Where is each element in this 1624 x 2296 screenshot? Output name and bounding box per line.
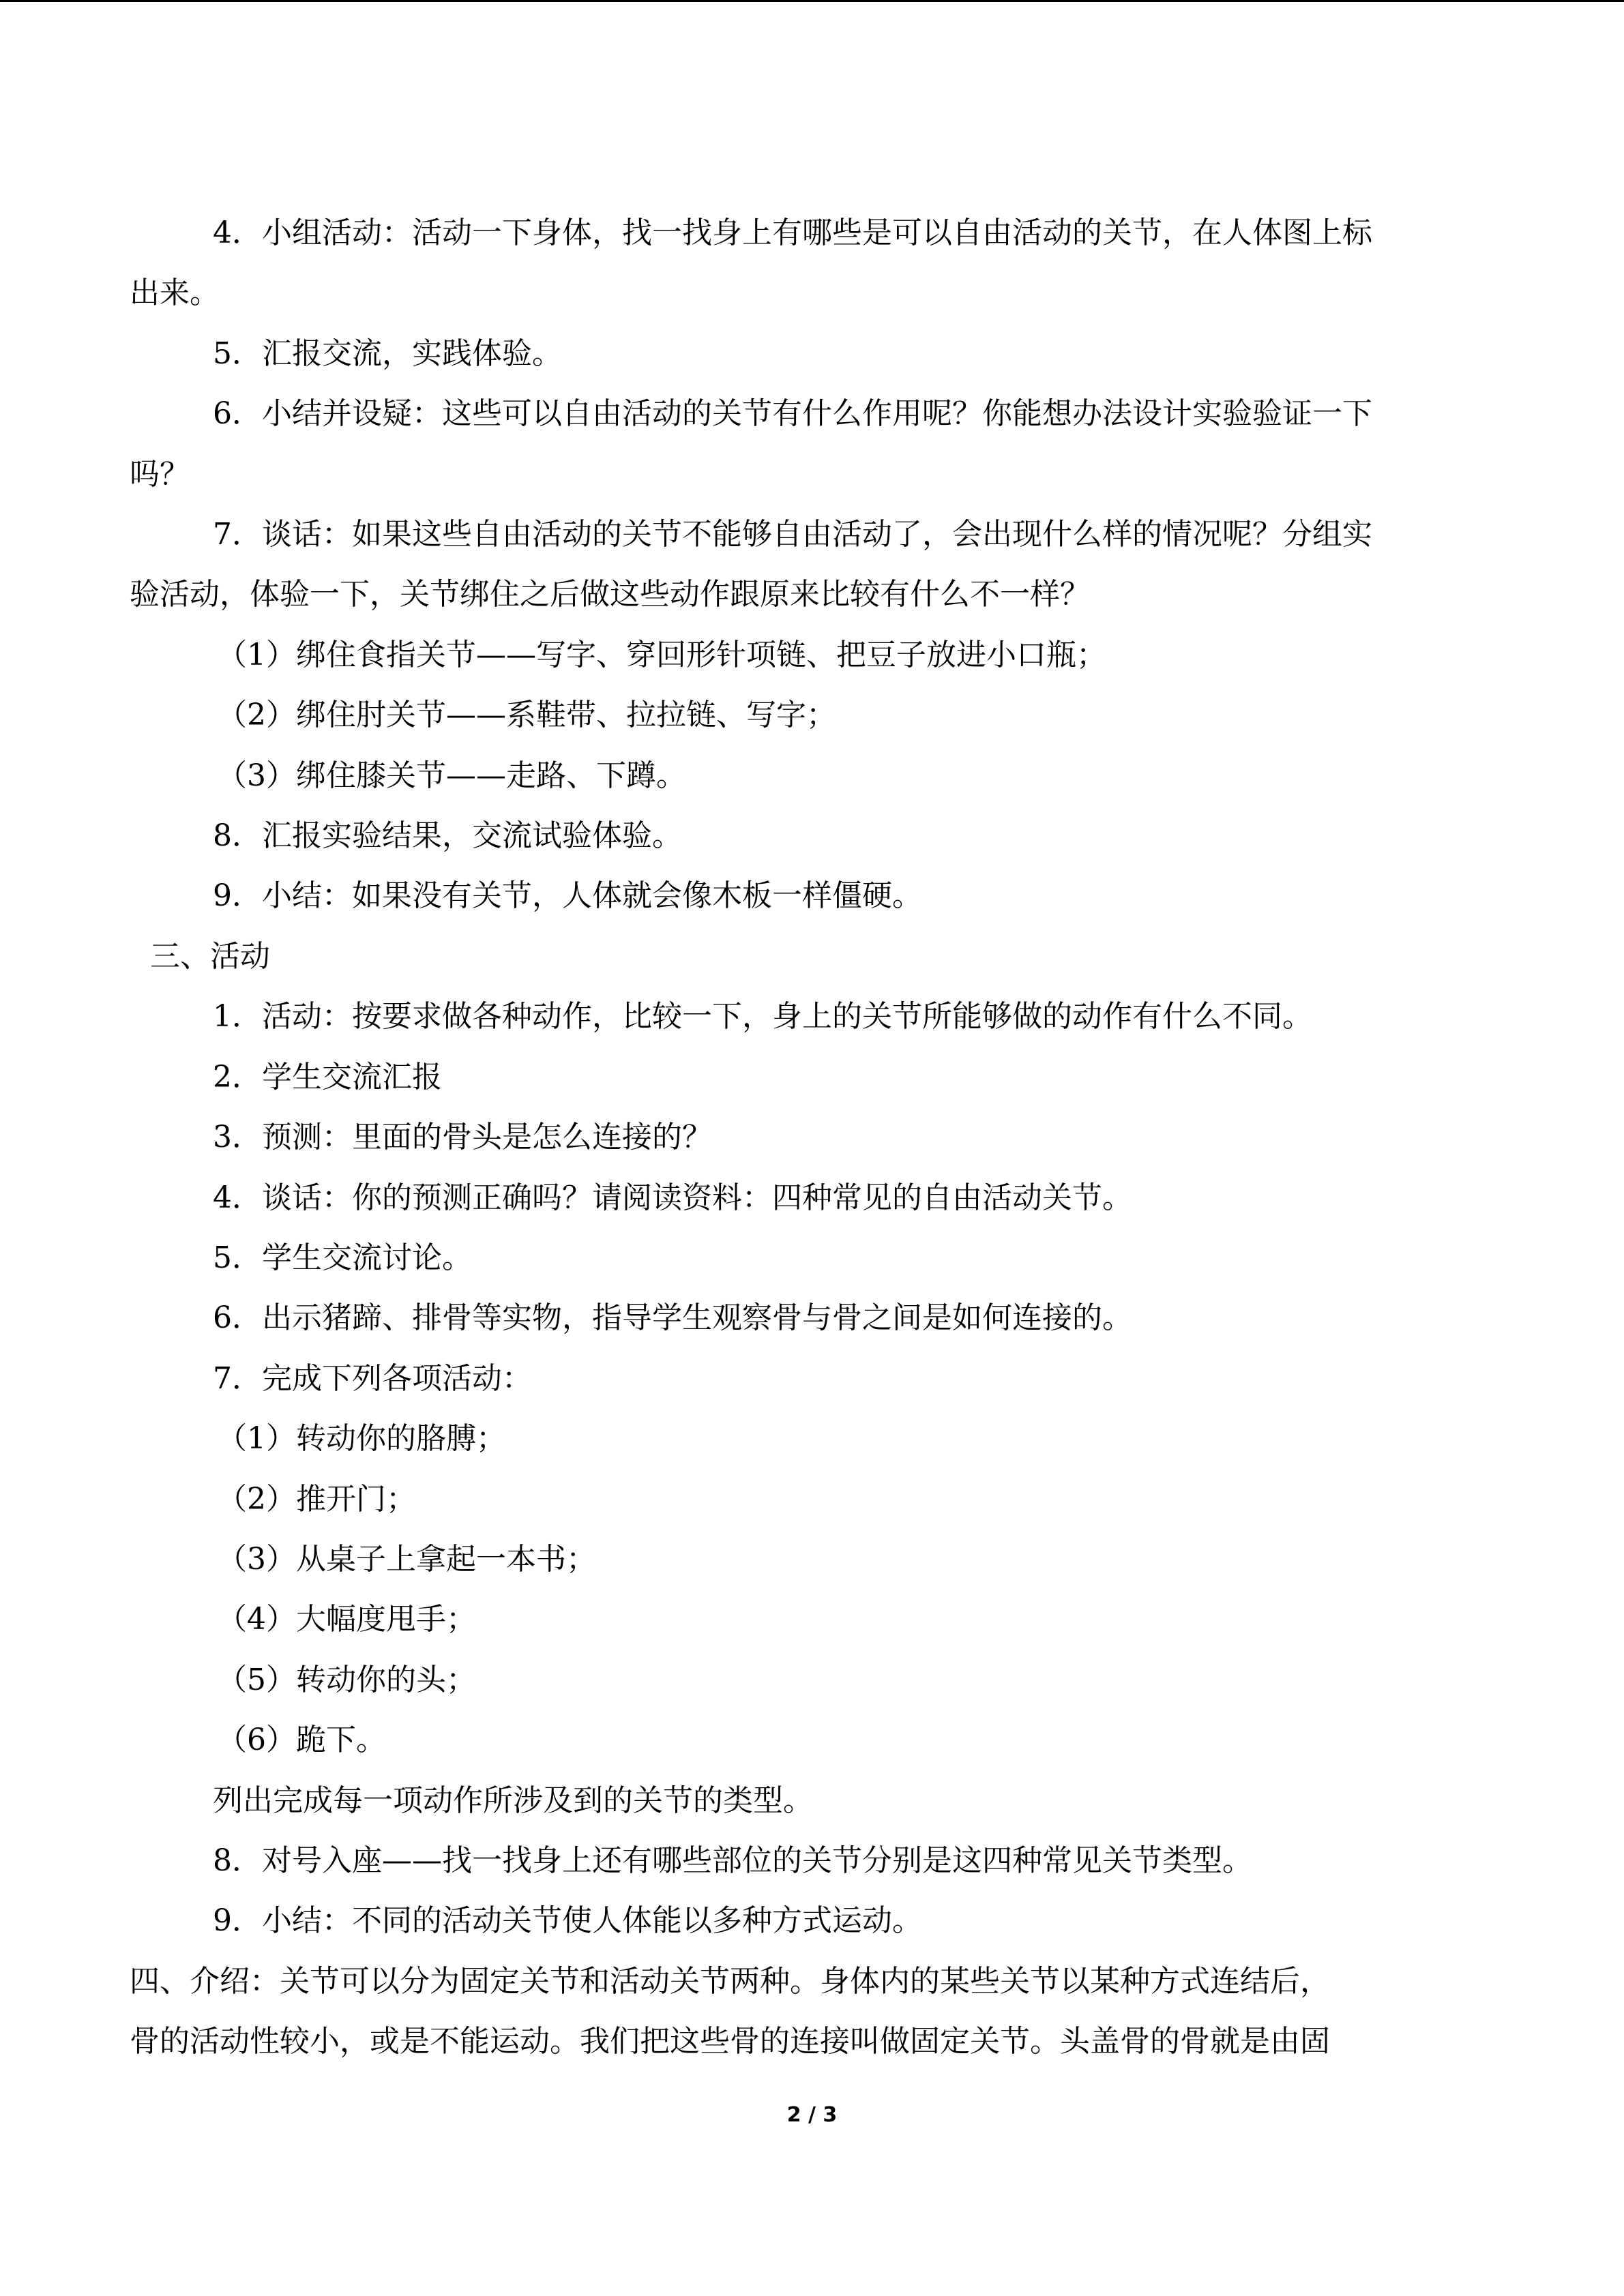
activity-7-note: 列出完成每一项动作所涉及到的关节的类型。 [213, 1783, 813, 1818]
activity-7-sub-5: （5）转动你的头； [217, 1662, 476, 1697]
paragraph-8: 8．汇报实验结果，交流试验体验。 [213, 818, 682, 854]
activity-3: 3．预测：里面的骨头是怎么连接的？ [213, 1120, 712, 1155]
activity-6: 6．出示猪蹄、排骨等实物，指导学生观察骨与骨之间是如何连接的。 [213, 1300, 1132, 1336]
paragraph-5: 5．汇报交流，实践体验。 [213, 336, 562, 371]
activity-1: 1．活动：按要求做各种动作，比较一下，身上的关节所能够做的动作有什么不同。 [213, 999, 1312, 1034]
paragraph-7-line-2: 验活动，体验一下，关节绑住之后做这些动作跟原来比较有什么不一样？ [130, 577, 1090, 612]
activity-7: 7．完成下列各项活动： [213, 1360, 532, 1396]
activity-7-sub-4: （4）大幅度甩手； [217, 1602, 476, 1637]
document-body [130, 203, 1477, 2072]
activity-7-sub-2: （2）推开门； [217, 1481, 416, 1517]
paragraph-9: 9．小结：如果没有关节，人体就会像木板一样僵硬。 [213, 878, 922, 914]
page-number: 2 / 3 [786, 2103, 838, 2127]
activity-8: 8．对号入座——找一找身上还有哪些部位的关节分别是这四种常见关节类型。 [213, 1843, 1252, 1878]
paragraph-7-sub-3: （3）绑住膝关节——走路、下蹲。 [217, 758, 686, 793]
paragraph-7-sub-1: （1）绑住食指关节——写字、穿回形针项链、把豆子放进小口瓶； [217, 637, 1106, 672]
activity-9: 9．小结：不同的活动关节使人体能以多种方式运动。 [213, 1903, 922, 1939]
activity-7-sub-3: （3）从桌子上拿起一本书； [217, 1541, 596, 1577]
activity-7-sub-1: （1）转动你的胳膊； [217, 1421, 506, 1457]
paragraph-4-line-2: 出来。 [130, 275, 220, 311]
paragraph-7-sub-2: （2）绑住肘关节——系鞋带、拉拉链、写字； [217, 698, 836, 733]
section-3-heading: 三、活动 [150, 938, 270, 974]
section-4-line-2: 骨的活动性较小，或是不能运动。我们把这些骨的连接叫做固定关节。头盖骨的骨就是由固 [130, 2024, 1330, 2059]
activity-7-sub-6: （6）跪下。 [217, 1723, 386, 1758]
page-top-border [0, 0, 1624, 2]
activity-4: 4．谈话：你的预测正确吗？请阅读资料：四种常见的自由活动关节。 [213, 1180, 1132, 1215]
paragraph-7-line-1: 7．谈话：如果这些自由活动的关节不能够自由活动了，会出现什么样的情况呢？分组实 [213, 517, 1372, 552]
paragraph-6-line-2: 吗？ [130, 456, 190, 492]
section-4-line-1: 四、介绍：关节可以分为固定关节和活动关节两种。身体内的某些关节以某种方式连结后， [130, 1963, 1330, 1999]
paragraph-4-line-1: 4．小组活动：活动一下身体，找一找身上有哪些是可以自由活动的关节，在人体图上标 [213, 215, 1372, 250]
paragraph-6-line-1: 6．小结并设疑：这些可以自由活动的关节有什么作用呢？你能想办法设计实验验证一下 [213, 396, 1372, 432]
activity-2: 2．学生交流汇报 [213, 1059, 442, 1094]
activity-5: 5．学生交流讨论。 [213, 1240, 472, 1275]
